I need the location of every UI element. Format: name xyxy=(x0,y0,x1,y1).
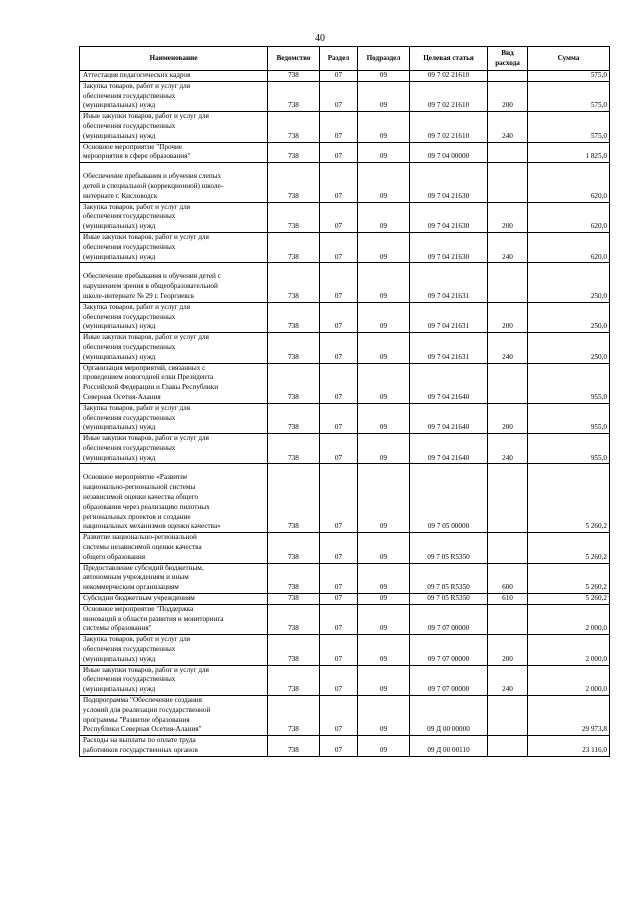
table-row xyxy=(80,594,610,605)
cell-podrazdel: 09 xyxy=(358,635,410,665)
cell-tselevaya-statya: 09 7 04 21630 xyxy=(410,163,488,202)
cell-vid-raskhoda xyxy=(488,363,528,403)
column-header-vid-raskhoda: Вид расхода xyxy=(488,47,528,71)
column-header-razdel: Раздел xyxy=(320,47,358,71)
cell-tselevaya-statya: 09 Д 00 00110 xyxy=(410,736,488,757)
cell-vedomstvo: 738 xyxy=(268,163,320,202)
cell-podrazdel: 09 xyxy=(358,333,410,363)
table-row xyxy=(80,665,610,695)
cell-name: Закупка товаров, работ и услуг для обеспечения государственных (муниципальных) нужд xyxy=(80,202,268,232)
cell-summa: 575,0 xyxy=(528,81,610,111)
cell-tselevaya-statya: 09 7 04 21640 xyxy=(410,403,488,433)
cell-podrazdel: 09 xyxy=(358,232,410,262)
column-header-podrazdel: Подраздел xyxy=(358,47,410,71)
cell-tselevaya-statya: 09 7 02 21610 xyxy=(410,112,488,142)
cell-summa: 5 260,2 xyxy=(528,563,610,593)
cell-name: Иные закупки товаров, работ и услуг для обеспечения государственных (муниципальных) нужд xyxy=(80,434,268,464)
cell-vedomstvo: 738 xyxy=(268,736,320,757)
cell-summa: 955,0 xyxy=(528,363,610,403)
cell-vedomstvo: 738 xyxy=(268,594,320,605)
cell-tselevaya-statya: 09 7 05 00000 xyxy=(410,464,488,533)
cell-summa: 5 260,2 xyxy=(528,533,610,563)
column-header-summa: Сумма xyxy=(528,47,610,71)
cell-tselevaya-statya: 09 7 02 21610 xyxy=(410,81,488,111)
cell-razdel: 07 xyxy=(320,302,358,332)
table-row xyxy=(80,403,610,433)
cell-vid-raskhoda: 200 xyxy=(488,635,528,665)
cell-name: Иные закупки товаров, работ и услуг для обеспечения государственных (муниципальных) нужд xyxy=(80,232,268,262)
cell-name: Обеспечение пребывания и обучения детей с нарушением зрения в общеобразовательной школе-интернате № 29 г. Георгиевск xyxy=(80,263,268,302)
cell-razdel: 07 xyxy=(320,533,358,563)
cell-summa: 620,0 xyxy=(528,163,610,202)
cell-vedomstvo: 738 xyxy=(268,302,320,332)
cell-vedomstvo: 738 xyxy=(268,434,320,464)
table-row xyxy=(80,604,610,634)
cell-tselevaya-statya: 09 7 04 21640 xyxy=(410,363,488,403)
cell-podrazdel: 09 xyxy=(358,533,410,563)
cell-tselevaya-statya: 09 7 04 21631 xyxy=(410,263,488,302)
cell-tselevaya-statya: 09 7 05 R5350 xyxy=(410,594,488,605)
cell-name: Аттестация педагогических кадров xyxy=(80,71,268,82)
cell-podrazdel: 09 xyxy=(358,71,410,82)
table-row xyxy=(80,434,610,464)
cell-name: Закупка товаров, работ и услуг для обеспечения государственных (муниципальных) нужд xyxy=(80,635,268,665)
cell-vedomstvo: 738 xyxy=(268,333,320,363)
cell-tselevaya-statya: 09 7 07 00000 xyxy=(410,665,488,695)
cell-vid-raskhoda xyxy=(488,71,528,82)
cell-name: Организация мероприятий, связанных с проведением новогодней елки Президента Российской Федерации и Главы Республики Северная Осетия-Алания xyxy=(80,363,268,403)
cell-summa: 2 000,0 xyxy=(528,635,610,665)
table-row xyxy=(80,263,610,302)
table-row xyxy=(80,232,610,262)
cell-podrazdel: 09 xyxy=(358,594,410,605)
cell-razdel: 07 xyxy=(320,464,358,533)
cell-vedomstvo: 738 xyxy=(268,112,320,142)
cell-summa: 955,0 xyxy=(528,434,610,464)
cell-podrazdel: 09 xyxy=(358,464,410,533)
cell-name: Иные закупки товаров, работ и услуг для обеспечения государственных (муниципальных) нужд xyxy=(80,333,268,363)
cell-tselevaya-statya: 09 7 07 00000 xyxy=(410,604,488,634)
cell-tselevaya-statya: 09 7 05 R5350 xyxy=(410,533,488,563)
cell-vid-raskhoda: 240 xyxy=(488,232,528,262)
cell-razdel: 07 xyxy=(320,594,358,605)
cell-summa: 1 825,0 xyxy=(528,142,610,163)
cell-summa: 250,0 xyxy=(528,333,610,363)
cell-vid-raskhoda: 240 xyxy=(488,665,528,695)
cell-razdel: 07 xyxy=(320,263,358,302)
table-row xyxy=(80,563,610,593)
column-header-tselevaya-statya: Целевая статья xyxy=(410,47,488,71)
cell-razdel: 07 xyxy=(320,363,358,403)
cell-vedomstvo: 738 xyxy=(268,263,320,302)
column-header-vedomstvo: Ведомство xyxy=(268,47,320,71)
cell-vid-raskhoda: 600 xyxy=(488,563,528,593)
cell-name: Закупка товаров, работ и услуг для обеспечения государственных (муниципальных) нужд xyxy=(80,81,268,111)
cell-summa: 23 116,0 xyxy=(528,736,610,757)
cell-vid-raskhoda: 240 xyxy=(488,333,528,363)
cell-podrazdel: 09 xyxy=(358,696,410,736)
cell-razdel: 07 xyxy=(320,142,358,163)
cell-vid-raskhoda xyxy=(488,163,528,202)
cell-vedomstvo: 738 xyxy=(268,403,320,433)
cell-summa: 575,0 xyxy=(528,112,610,142)
table-row xyxy=(80,333,610,363)
cell-vedomstvo: 738 xyxy=(268,71,320,82)
table-row xyxy=(80,71,610,82)
cell-razdel: 07 xyxy=(320,563,358,593)
cell-summa: 5 260,2 xyxy=(528,464,610,533)
cell-tselevaya-statya: 09 7 04 00000 xyxy=(410,142,488,163)
column-header-name: Наименование xyxy=(80,47,268,71)
table-row xyxy=(80,302,610,332)
cell-podrazdel: 09 xyxy=(358,363,410,403)
cell-podrazdel: 09 xyxy=(358,202,410,232)
cell-vedomstvo: 738 xyxy=(268,635,320,665)
table-row xyxy=(80,163,610,202)
cell-podrazdel: 09 xyxy=(358,604,410,634)
budget-table xyxy=(79,46,610,757)
cell-summa: 620,0 xyxy=(528,232,610,262)
cell-podrazdel: 09 xyxy=(358,302,410,332)
cell-razdel: 07 xyxy=(320,665,358,695)
cell-vid-raskhoda: 200 xyxy=(488,81,528,111)
table-body xyxy=(80,71,610,757)
cell-name: Закупка товаров, работ и услуг для обеспечения государственных (муниципальных) нужд xyxy=(80,403,268,433)
cell-tselevaya-statya: 09 7 04 21630 xyxy=(410,202,488,232)
cell-vid-raskhoda: 200 xyxy=(488,302,528,332)
cell-vedomstvo: 738 xyxy=(268,665,320,695)
cell-vid-raskhoda xyxy=(488,533,528,563)
cell-tselevaya-statya: 09 7 02 21610 xyxy=(410,71,488,82)
cell-vedomstvo: 738 xyxy=(268,696,320,736)
cell-podrazdel: 09 xyxy=(358,403,410,433)
cell-podrazdel: 09 xyxy=(358,81,410,111)
cell-razdel: 07 xyxy=(320,202,358,232)
cell-podrazdel: 09 xyxy=(358,163,410,202)
cell-razdel: 07 xyxy=(320,604,358,634)
cell-vedomstvo: 738 xyxy=(268,142,320,163)
cell-vedomstvo: 738 xyxy=(268,202,320,232)
cell-summa: 29 973,8 xyxy=(528,696,610,736)
cell-razdel: 07 xyxy=(320,635,358,665)
cell-vid-raskhoda xyxy=(488,696,528,736)
cell-vid-raskhoda: 240 xyxy=(488,112,528,142)
cell-tselevaya-statya: 09 7 04 21630 xyxy=(410,232,488,262)
cell-summa: 620,0 xyxy=(528,202,610,232)
cell-vid-raskhoda xyxy=(488,736,528,757)
table-row xyxy=(80,464,610,533)
cell-name: Основное мероприятие "Прочие мероприятия в сфере образования" xyxy=(80,142,268,163)
cell-vid-raskhoda xyxy=(488,464,528,533)
cell-tselevaya-statya: 09 Д 00 00000 xyxy=(410,696,488,736)
cell-vid-raskhoda: 240 xyxy=(488,434,528,464)
cell-razdel: 07 xyxy=(320,333,358,363)
cell-podrazdel: 09 xyxy=(358,112,410,142)
cell-vid-raskhoda xyxy=(488,604,528,634)
cell-razdel: 07 xyxy=(320,403,358,433)
cell-tselevaya-statya: 09 7 04 21631 xyxy=(410,302,488,332)
cell-summa: 575,0 xyxy=(528,71,610,82)
cell-razdel: 07 xyxy=(320,71,358,82)
cell-name: Субсидии бюджетным учреждениям xyxy=(80,594,268,605)
table-row xyxy=(80,202,610,232)
cell-razdel: 07 xyxy=(320,232,358,262)
cell-vedomstvo: 738 xyxy=(268,232,320,262)
cell-tselevaya-statya: 09 7 07 00000 xyxy=(410,635,488,665)
cell-summa: 5 260,2 xyxy=(528,594,610,605)
cell-vedomstvo: 738 xyxy=(268,563,320,593)
cell-vedomstvo: 738 xyxy=(268,363,320,403)
cell-name: Расходы на выплаты по оплате труда работников государственных органов xyxy=(80,736,268,757)
cell-podrazdel: 09 xyxy=(358,563,410,593)
cell-vedomstvo: 738 xyxy=(268,604,320,634)
table-row xyxy=(80,363,610,403)
cell-razdel: 07 xyxy=(320,81,358,111)
cell-name: Обеспечение пребывания и обучения слепых детей в специальной (коррекционной) школе- интернате г. Кисловодск xyxy=(80,163,268,202)
cell-summa: 2 000,0 xyxy=(528,665,610,695)
cell-razdel: 07 xyxy=(320,696,358,736)
cell-razdel: 07 xyxy=(320,163,358,202)
cell-name: Развитие национально-региональной системы независимой оценки качества общего образования xyxy=(80,533,268,563)
cell-tselevaya-statya: 09 7 05 R5350 xyxy=(410,563,488,593)
cell-summa: 250,0 xyxy=(528,263,610,302)
cell-name: Иные закупки товаров, работ и услуг для обеспечения государственных (муниципальных) нужд xyxy=(80,112,268,142)
cell-razdel: 07 xyxy=(320,736,358,757)
table-row xyxy=(80,112,610,142)
cell-summa: 2 000,0 xyxy=(528,604,610,634)
table-header-row xyxy=(80,47,610,71)
cell-name: Предоставление субсидий бюджетным, автономным учреждениям и иным некоммерческим организациям xyxy=(80,563,268,593)
cell-podrazdel: 09 xyxy=(358,434,410,464)
cell-vid-raskhoda xyxy=(488,263,528,302)
cell-name: Подпрограмма "Обеспечение создания условий для реализации государственной программы "Развитие образования Республики Северная Осетия-Алания" xyxy=(80,696,268,736)
table-row xyxy=(80,533,610,563)
cell-tselevaya-statya: 09 7 04 21631 xyxy=(410,333,488,363)
cell-razdel: 07 xyxy=(320,112,358,142)
page-number: 40 xyxy=(315,33,325,44)
cell-summa: 955,0 xyxy=(528,403,610,433)
cell-summa: 250,0 xyxy=(528,302,610,332)
cell-name: Основное мероприятие «Развитие национально-региональной системы независимой оценки качества общего образования через реализацию пилотных региональных проектов и создание национальных механизмов оценки качества» xyxy=(80,464,268,533)
cell-name: Иные закупки товаров, работ и услуг для обеспечения государственных (муниципальных) нужд xyxy=(80,665,268,695)
table-row xyxy=(80,635,610,665)
cell-vid-raskhoda: 200 xyxy=(488,403,528,433)
cell-vid-raskhoda: 610 xyxy=(488,594,528,605)
cell-razdel: 07 xyxy=(320,434,358,464)
table-row xyxy=(80,81,610,111)
cell-vedomstvo: 738 xyxy=(268,81,320,111)
cell-tselevaya-statya: 09 7 04 21640 xyxy=(410,434,488,464)
cell-podrazdel: 09 xyxy=(358,263,410,302)
cell-vedomstvo: 738 xyxy=(268,464,320,533)
table-row xyxy=(80,696,610,736)
cell-vid-raskhoda xyxy=(488,142,528,163)
cell-name: Закупка товаров, работ и услуг для обеспечения государственных (муниципальных) нужд xyxy=(80,302,268,332)
cell-vedomstvo: 738 xyxy=(268,533,320,563)
cell-podrazdel: 09 xyxy=(358,736,410,757)
table-row xyxy=(80,142,610,163)
cell-vid-raskhoda: 200 xyxy=(488,202,528,232)
cell-podrazdel: 09 xyxy=(358,142,410,163)
table-row xyxy=(80,736,610,757)
cell-name: Основное мероприятие "Поддержка инноваций в области развития и мониторинга системы образования" xyxy=(80,604,268,634)
cell-podrazdel: 09 xyxy=(358,665,410,695)
